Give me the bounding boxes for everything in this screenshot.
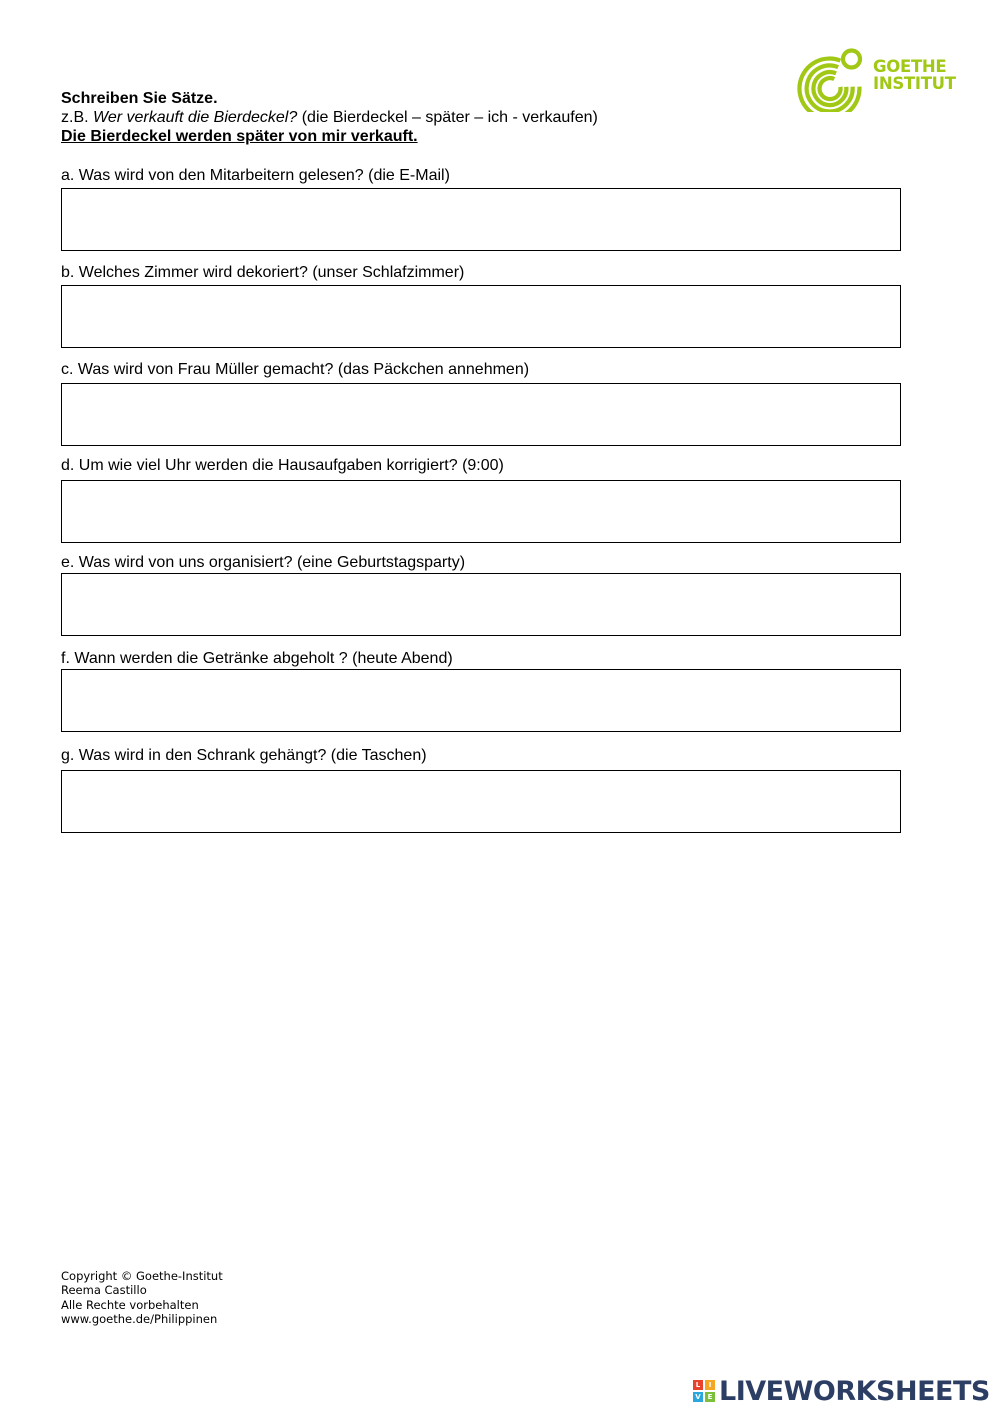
example-answer: Die Bierdeckel werden später von mir verkauft. bbox=[61, 128, 418, 145]
question-b-answer-box[interactable] bbox=[61, 285, 901, 348]
example-line bbox=[61, 108, 598, 127]
question-f-label: f. Wann werden die Getränke abgeholt ? (heute Abend) bbox=[61, 650, 453, 667]
liveworksheets-grid-icon bbox=[693, 1380, 715, 1402]
goethe-institut-wordmark bbox=[873, 58, 956, 92]
question-a-label: a. Was wird von den Mitarbeitern gelesen? (die E-Mail) bbox=[61, 167, 450, 184]
instructions bbox=[61, 89, 598, 146]
question-d-answer-box[interactable] bbox=[61, 480, 901, 543]
lw-tile-e: E bbox=[705, 1392, 715, 1402]
copyright-notice bbox=[61, 1269, 223, 1326]
question-e-label: e. Was wird von uns organisiert? (eine Geburtstagsparty) bbox=[61, 554, 466, 571]
lw-tile-v: V bbox=[693, 1392, 703, 1402]
instructions-heading: Schreiben Sie Sätze. bbox=[61, 90, 218, 107]
website-line: www.goethe.de/Philippinen bbox=[61, 1311, 218, 1326]
example-hint: (die Bierdeckel – später – ich - verkaufen) bbox=[301, 109, 598, 126]
example-prefix: z.B. bbox=[61, 109, 89, 126]
question-c-label: c. Was wird von Frau Müller gemacht? (das Päckchen annehmen) bbox=[61, 361, 530, 378]
lw-tile-i: I bbox=[705, 1380, 715, 1390]
author-line: Reema Castillo bbox=[61, 1283, 147, 1298]
question-b-label: b. Welches Zimmer wird dekoriert? (unser Schlafzimmer) bbox=[61, 264, 465, 281]
example-question: Wer verkauft die Bierdeckel? bbox=[93, 109, 298, 126]
question-c-answer-box[interactable] bbox=[61, 383, 901, 446]
rights-line: Alle Rechte vorbehalten bbox=[61, 1297, 199, 1312]
liveworksheets-logo bbox=[693, 1373, 990, 1409]
goethe-institut-logo bbox=[795, 44, 956, 112]
goethe-spiral-icon bbox=[795, 44, 867, 112]
question-e-answer-box[interactable] bbox=[61, 573, 901, 636]
question-g-answer-box[interactable] bbox=[61, 770, 901, 833]
lw-tile-l: L bbox=[693, 1380, 703, 1390]
brand-line-1: GOETHE bbox=[873, 57, 947, 76]
question-a-answer-box[interactable] bbox=[61, 188, 901, 251]
copyright-line: Copyright © Goethe-Institut bbox=[61, 1269, 223, 1283]
question-d-label: d. Um wie viel Uhr werden die Hausaufgaben korrigiert? (9:00) bbox=[61, 457, 504, 474]
question-g-label: g. Was wird in den Schrank gehängt? (die Taschen) bbox=[61, 747, 427, 764]
question-f-answer-box[interactable] bbox=[61, 669, 901, 732]
liveworksheets-wordmark: LIVEWORKSHEETS bbox=[719, 1375, 990, 1407]
brand-line-2: INSTITUT bbox=[873, 74, 956, 93]
